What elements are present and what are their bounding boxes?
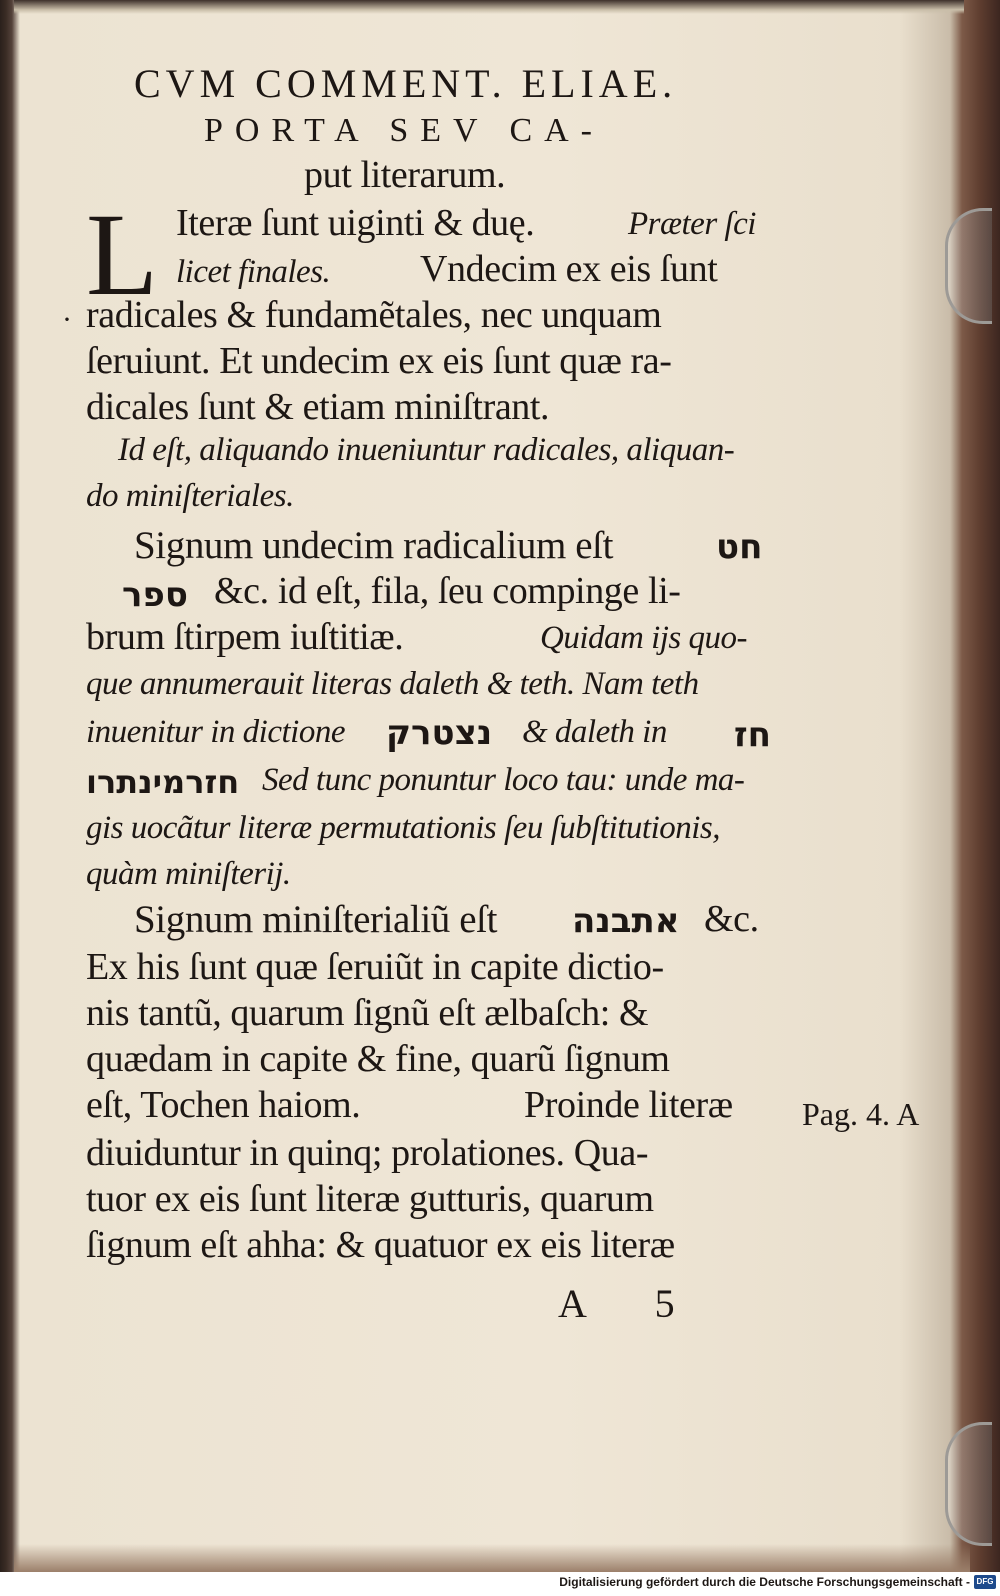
hebrew-word: ספר	[122, 575, 188, 615]
text-line: do miniſteriales.	[86, 478, 294, 514]
margin-dot: ·	[62, 303, 72, 336]
clasp-bottom	[945, 1422, 992, 1546]
text-line: nis tantũ, quarum ſignũ eſt ælbaſch: &	[86, 992, 649, 1034]
text-line: Proinde literæ	[524, 1084, 733, 1126]
dfg-logo-text: DFG	[976, 1577, 994, 1586]
text-line: quædam in capite & fine, quarũ ſignum	[86, 1038, 670, 1080]
section-title-line2: put literarum.	[304, 154, 506, 196]
text-line: diuiduntur in quinq; prolationes. Qua-	[86, 1132, 649, 1174]
hebrew-word: חז	[734, 715, 771, 755]
text-line: &c. id eſt, fila, ſeu compinge li-	[214, 570, 681, 612]
text-line: Signum miniſterialiũ eſt	[134, 898, 498, 941]
text-line: radicales & fundamẽtales, nec unquam	[86, 294, 662, 336]
text-line: tuor ex eis ſunt literæ gutturis, quarum	[86, 1178, 654, 1220]
text-line: Quidam ijs quo-	[540, 620, 747, 656]
text-line: Sed tunc ponuntur loco tau: unde ma-	[262, 762, 745, 798]
hebrew-word: נצטרק	[386, 713, 493, 753]
text-line: que annumerauit literas daleth & teth. Nam teth	[86, 666, 699, 702]
text-line: ſeruiunt. Et undecim ex eis ſunt quæ ra-	[86, 340, 672, 382]
page-bottom-edge	[14, 1544, 970, 1572]
section-title-line1: PORTA SEV CA-	[204, 112, 604, 149]
margin-note: Pag. 4. A	[802, 1096, 920, 1132]
text-line: quàm miniſterij.	[86, 856, 291, 892]
text-line: Præter ſci	[628, 206, 756, 242]
text-line: &c.	[704, 898, 759, 940]
clasp-top	[945, 208, 992, 324]
footer-bar	[0, 1572, 1000, 1596]
text-line: dicales ſunt & etiam miniſtrant.	[86, 386, 550, 428]
drop-cap: L	[86, 189, 159, 320]
text-line: Signum undecim radicalium eſt	[134, 524, 614, 567]
dfg-logo-icon	[974, 1575, 996, 1589]
hebrew-word: חזרמינתרו	[86, 763, 240, 801]
footer-credit: Digitalisierung gefördert durch die Deutsche Forschungsgemeinschaft -	[559, 1575, 970, 1589]
text-line: eſt, Tochen haiom.	[86, 1084, 361, 1126]
text-line: licet finales.	[176, 254, 331, 290]
running-head: CVM COMMENT. ELIAE.	[134, 61, 678, 106]
text-line: Ex his ſunt quæ ſeruiũt in capite dictio-	[86, 946, 664, 988]
hebrew-word: אתבנה	[572, 901, 680, 941]
text-line: Vndecim ex eis ſunt	[420, 248, 718, 290]
text-line: ſignum eſt ahha: & quatuor ex eis literæ	[86, 1224, 675, 1266]
text-line: inuenitur in dictione	[86, 714, 345, 750]
text-line: & daleth in	[522, 714, 667, 750]
text-line: Iteræ ſunt uiginti & duę.	[176, 202, 535, 244]
text-line: Id eſt, aliquando inueniuntur radicales, aliquan-	[118, 432, 735, 468]
text-line: gis uocãtur literæ permutationis ſeu ſubſtitutionis,	[86, 810, 721, 846]
hebrew-word: חט	[716, 527, 763, 567]
signature-mark: A 5	[558, 1281, 705, 1326]
text-line: brum ſtirpem iuſtitiæ.	[86, 616, 404, 658]
page-top-edge	[14, 0, 964, 14]
